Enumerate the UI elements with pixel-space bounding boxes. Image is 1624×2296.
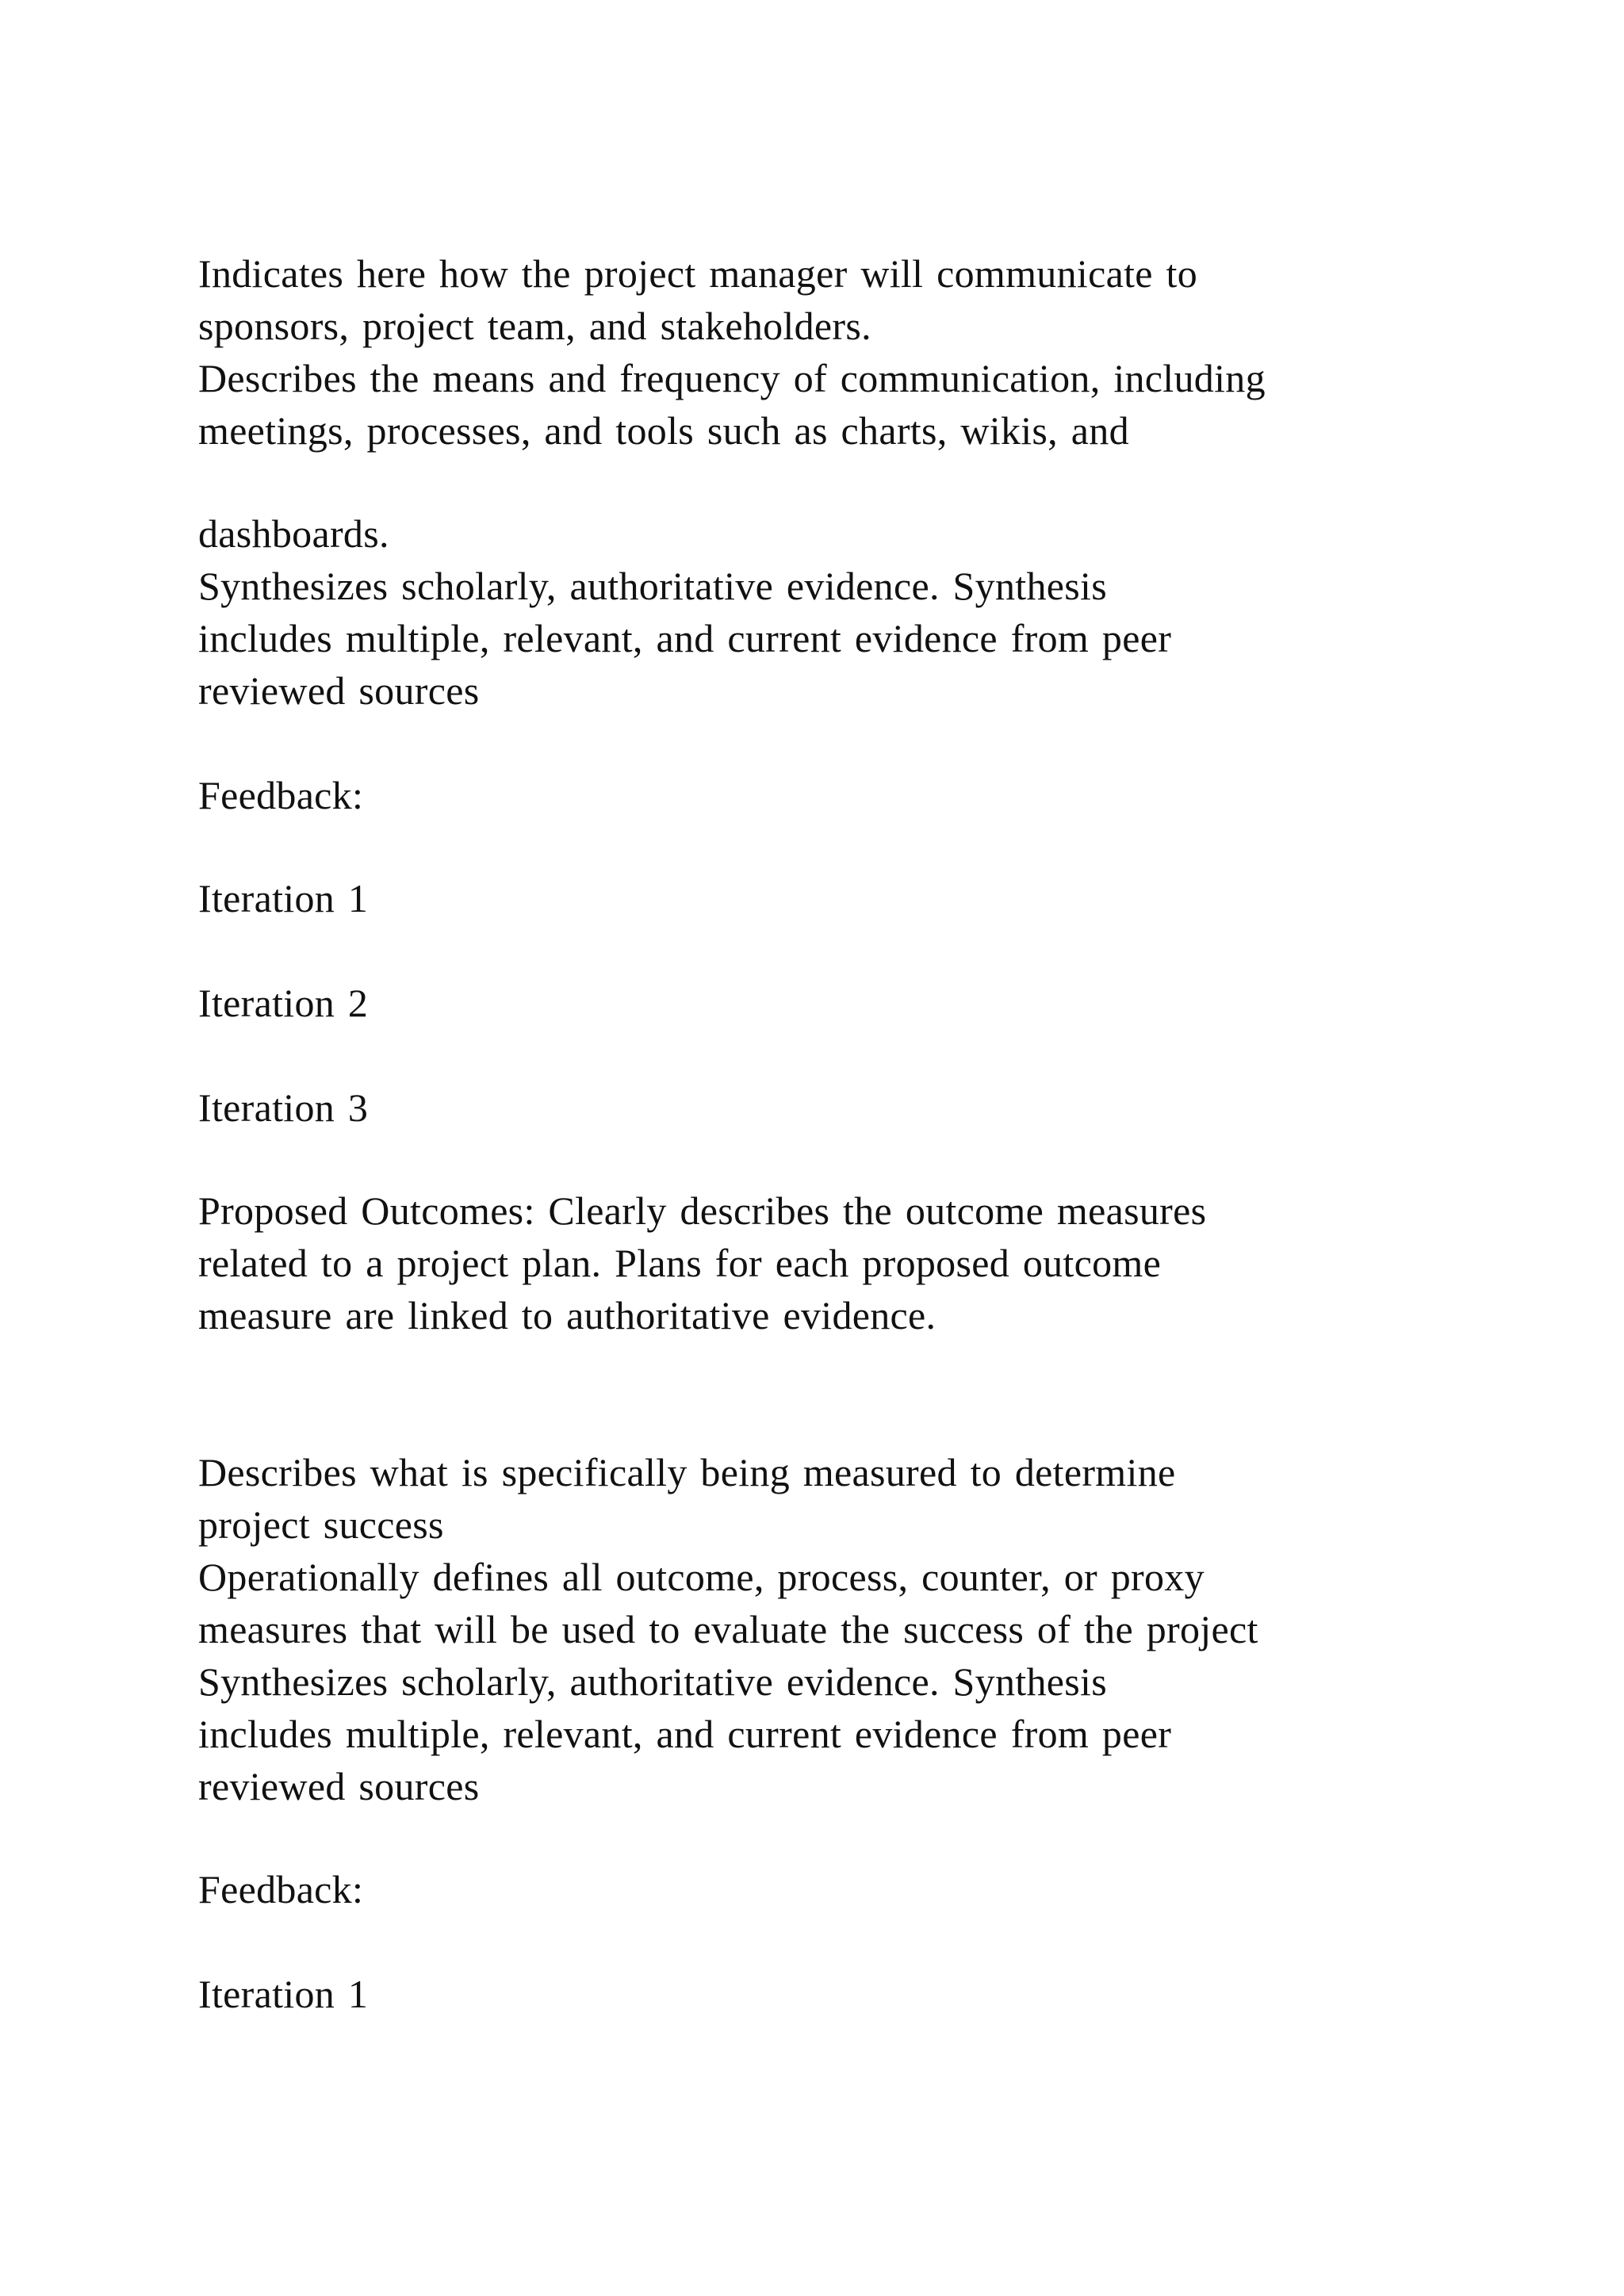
feedback-heading: Feedback: bbox=[198, 773, 364, 817]
text-line: reviewed sources bbox=[198, 1764, 480, 1808]
iteration-label: Iteration 1 bbox=[198, 876, 369, 920]
text-line: Synthesizes scholarly, authoritative evidence. Synthesis bbox=[198, 1659, 1107, 1704]
iteration-label: Iteration 3 bbox=[198, 1085, 369, 1130]
text-line: Describes what is specifically being measured to determine bbox=[198, 1450, 1176, 1494]
text-line: includes multiple, relevant, and current evidence from peer bbox=[198, 616, 1172, 660]
iteration-label: Iteration 2 bbox=[198, 981, 369, 1025]
text-line: Indicates here how the project manager will communicate to bbox=[198, 251, 1198, 296]
text-line: measure are linked to authoritative evidence. bbox=[198, 1293, 936, 1337]
text-line: Proposed Outcomes: Clearly describes the outcome measures bbox=[198, 1188, 1207, 1233]
feedback-heading: Feedback: bbox=[198, 1867, 364, 1911]
iteration-label: Iteration 1 bbox=[198, 1972, 369, 2016]
text-line: sponsors, project team, and stakeholders. bbox=[198, 304, 871, 348]
text-line: Operationally defines all outcome, process, counter, or proxy bbox=[198, 1555, 1205, 1599]
text-line: measures that will be used to evaluate the success of the project bbox=[198, 1607, 1258, 1651]
text-line: project success bbox=[198, 1502, 444, 1547]
text-line: related to a project plan. Plans for each proposed outcome bbox=[198, 1241, 1162, 1285]
text-line: includes multiple, relevant, and current evidence from peer bbox=[198, 1712, 1172, 1756]
text-line: Synthesizes scholarly, authoritative evidence. Synthesis bbox=[198, 564, 1107, 608]
text-line: meetings, processes, and tools such as charts, wikis, and bbox=[198, 408, 1129, 453]
text-line: dashboards. bbox=[198, 511, 389, 556]
text-line: reviewed sources bbox=[198, 668, 480, 713]
text-line: Describes the means and frequency of communication, including bbox=[198, 356, 1266, 400]
